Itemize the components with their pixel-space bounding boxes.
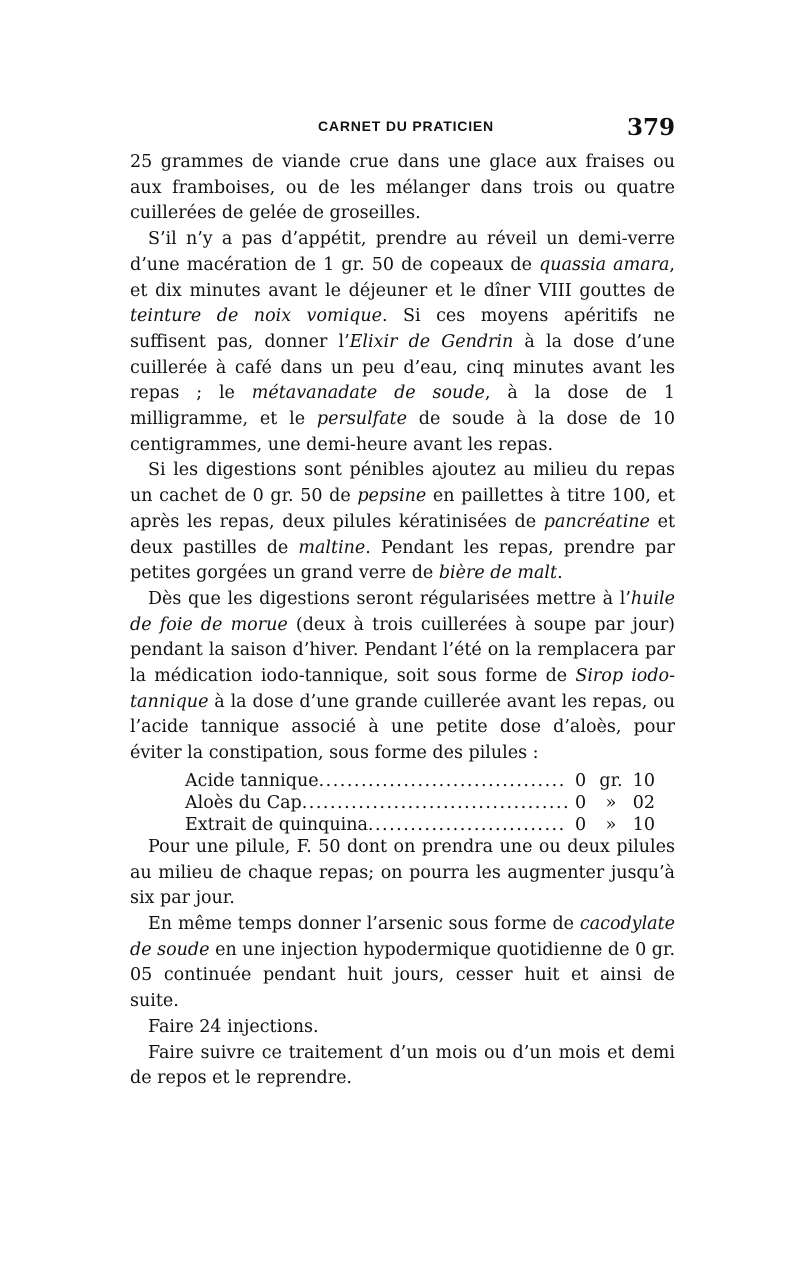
paragraph-text: en une injection hypodermique quotidienne de 0 gr. 05 continuée pendant huit jours, cesser huit et ainsi de suite. — [130, 939, 676, 1012]
drug-name: métavanadate de soude — [251, 383, 485, 404]
drug-name: quassia amara — [539, 254, 670, 275]
paragraph-1 — [130, 150, 675, 227]
quantity-mark: gr. — [599, 770, 623, 791]
drug-name: huile de foie de morue — [130, 588, 675, 635]
quantity-decimals: 10 — [632, 814, 655, 835]
paragraph-text: de soude à la dose de 10 centigrammes, une demi-heure avant les repas. — [130, 409, 675, 455]
page-number: 379 — [626, 114, 675, 141]
drug-name: teinture de noix vomique — [130, 306, 382, 327]
paragraph-text: En même temps donner l’arsenic sous forme de — [148, 913, 580, 934]
quantity-mark: » — [605, 792, 617, 813]
paragraph-text: S’il n’y a pas d’appétit, prendre au réveil un demi-verre d’une macération de 1 gr. 50 de copeaux de — [130, 229, 675, 275]
body-text — [130, 150, 675, 1092]
paragraph-text: à la dose d’une grande cuillerée avant les repas, ou l’acide tannique associé à une petite dose d’aloès, pour éviter la constipation, sous forme des pilules : — [130, 691, 675, 764]
ingredient-name: Aloès du Cap — [185, 792, 302, 813]
drug-name: cacodylate de soude — [130, 913, 675, 960]
quantity-units: 0 — [575, 814, 587, 835]
drug-name: bière de malt — [438, 563, 558, 584]
paragraph-7 — [130, 1015, 675, 1041]
paragraph-2 — [130, 227, 675, 458]
drug-name: Elixir de Gendrin — [349, 331, 514, 352]
paragraph-text: , à la dose de 1 milligramme, et le — [130, 383, 675, 430]
page-header — [130, 114, 675, 144]
paragraph-text: et deux pastilles de — [130, 511, 676, 558]
drug-name: pancréatine — [543, 511, 650, 532]
quantity-units: 0 — [575, 792, 587, 813]
drug-name: pepsine — [357, 486, 427, 507]
paragraph-text: 25 grammes de viande crue dans une glace aux fraises ou aux framboises, ou de les mélanger dans trois ou quatre cuillerées de gelée de groseilles. — [130, 152, 675, 224]
drug-name: maltine — [298, 537, 366, 558]
paragraph-text: en paillettes à titre 100, et après les repas, deux pilules kératinisées de — [130, 486, 675, 532]
ingredient-name: Acide tannique — [185, 770, 319, 791]
running-title: CARNET DU PRATICIEN — [318, 118, 494, 134]
paragraph-6 — [130, 912, 675, 1015]
paragraph-4 — [130, 587, 675, 767]
quantity-units: 0 — [575, 770, 587, 791]
paragraph-text: , et dix minutes avant le déjeuner et le dîner VIII gouttes de — [130, 254, 675, 301]
drug-name: Sirop iodo-tannique — [130, 666, 675, 712]
prescription-row — [185, 791, 655, 813]
drug-name: persulfate — [316, 409, 407, 430]
paragraph-3 — [130, 458, 675, 587]
paragraph-text: Dès que les digestions seront régularisées mettre à l’ — [148, 588, 631, 609]
paragraph-text: à la dose d’une cuillerée à café dans un peu d’eau, cinq minutes avant les repas ; le — [130, 331, 675, 404]
quantity-decimals: 02 — [632, 792, 655, 813]
quantity-decimals: 10 — [632, 770, 655, 791]
ingredient-name: Extrait de quinquina — [185, 814, 368, 835]
quantity-mark: » — [605, 814, 617, 835]
prescription-row — [185, 813, 655, 835]
paragraph-text: Si les digestions sont pénibles ajoutez au milieu du repas un cachet de 0 gr. 50 de — [130, 460, 675, 507]
paragraph-text: . — [557, 563, 563, 584]
paragraph-text: Pour une pilule, F. 50 dont on prendra une ou deux pilules au milieu de chaque repas; on pourra les augmenter jusqu’à six par jour. — [130, 836, 675, 909]
paragraph-8 — [130, 1041, 675, 1092]
paragraph-5 — [130, 835, 675, 912]
paragraph-text: Faire 24 injections. — [148, 1016, 319, 1037]
paragraph-text: (deux à trois cuillerées à soupe par jour) pendant la saison d’hiver. Pendant l’été on la remplacera par la médication iodo-tannique, soit sous forme de — [130, 614, 675, 687]
paragraph-text: Faire suivre ce traitement d’un mois ou d’un mois et demi de repos et le reprendre. — [130, 1042, 675, 1089]
paragraph-text: . Si ces moyens apéritifs ne suffisent pas, donner l’ — [130, 306, 675, 352]
prescription-row — [185, 769, 655, 791]
paragraph-text: . Pendant les repas, prendre par petites gorgées un grand verre de — [130, 537, 675, 584]
prescription-formula — [185, 769, 655, 835]
